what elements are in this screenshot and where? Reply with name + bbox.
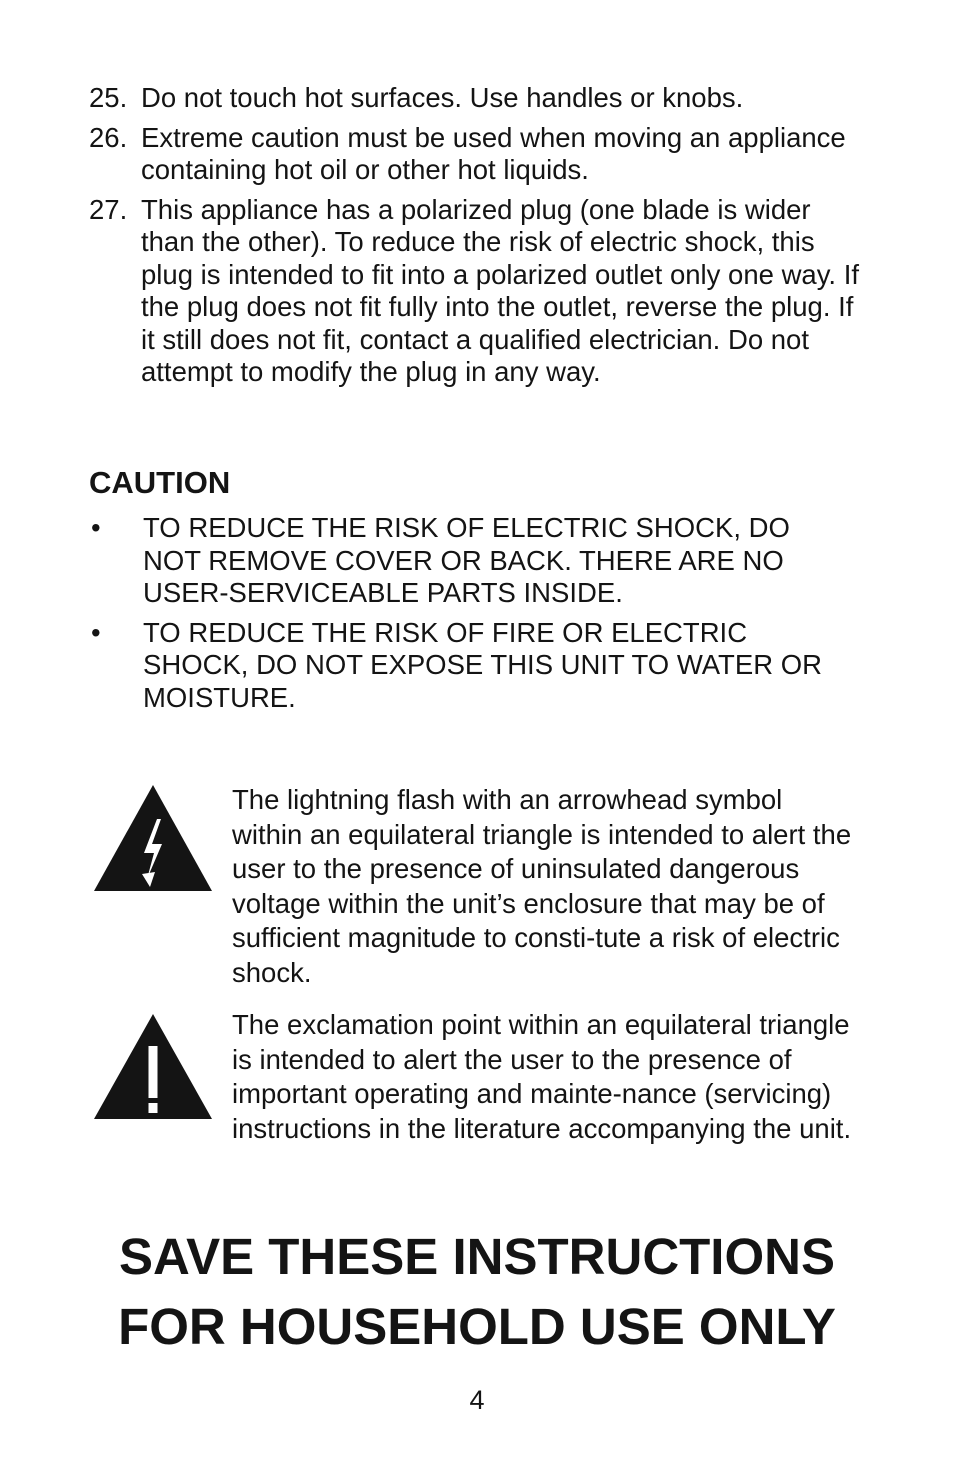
bullet-icon: • [91, 512, 101, 543]
caution-list [89, 512, 849, 721]
save-heading-line-2: FOR HOUSEHOLD USE ONLY [118, 1298, 836, 1355]
lightning-symbol-description: The lightning flash with an arrowhead symbol within an equilateral triangle is intended to alert the user to the presence of uninsulated dangerous voltage within the unit’s enclosure that may be of sufficient magnitude to consti-tute a risk of electric shock. [232, 784, 852, 988]
instruction-text: Do not touch hot surfaces. Use handles or knobs. [141, 82, 744, 113]
page-number: 4 [469, 1385, 485, 1415]
caution-item [89, 617, 849, 715]
instruction-item-26 [89, 122, 869, 187]
exclamation-symbol-description: The exclamation point within an equilateral triangle is intended to alert the user to the presence of important operating and mainte-nance (servicing) instructions in the literature accompanying the unit. [232, 1009, 852, 1144]
instruction-number: 25. [89, 82, 128, 113]
instruction-item-27 [89, 194, 869, 389]
exclamation-warning-triangle-icon [92, 1008, 214, 1146]
instruction-item-25 [89, 82, 869, 115]
lightning-warning-triangle-icon [92, 783, 214, 990]
instruction-text: Extreme caution must be used when moving an appliance containing hot oil or other hot liquids. [141, 121, 846, 185]
instruction-number: 26. [89, 121, 128, 153]
caution-text: TO REDUCE THE RISK OF FIRE OR ELECTRIC SHOCK, DO NOT EXPOSE THIS UNIT TO WATER OR MOISTURE. [143, 616, 822, 713]
exclamation-symbol-block [92, 1008, 852, 1146]
instruction-list [89, 82, 869, 396]
bullet-icon: • [91, 616, 101, 648]
caution-text: TO REDUCE THE RISK OF ELECTRIC SHOCK, DO NOT REMOVE COVER OR BACK. THERE ARE NO USER-SERVICEABLE PARTS INSIDE. [143, 512, 790, 608]
instruction-text: This appliance has a polarized plug (one blade is wider than the other). To reduce the risk of electric shock, this plug is intended to fit into a polarized outlet only one way. If the plug does not fit fully into the outlet, reverse the plug. If it still does not fit, contact a qualified electrician. Do not attempt to modify the plug in any way. [141, 193, 859, 387]
save-heading-line-1: SAVE THESE INSTRUCTIONS [119, 1228, 835, 1285]
instruction-number: 27. [89, 193, 128, 225]
lightning-symbol-block [92, 783, 852, 990]
save-instructions-heading [0, 1222, 954, 1362]
caution-heading: CAUTION [89, 465, 231, 500]
caution-item [89, 512, 849, 610]
